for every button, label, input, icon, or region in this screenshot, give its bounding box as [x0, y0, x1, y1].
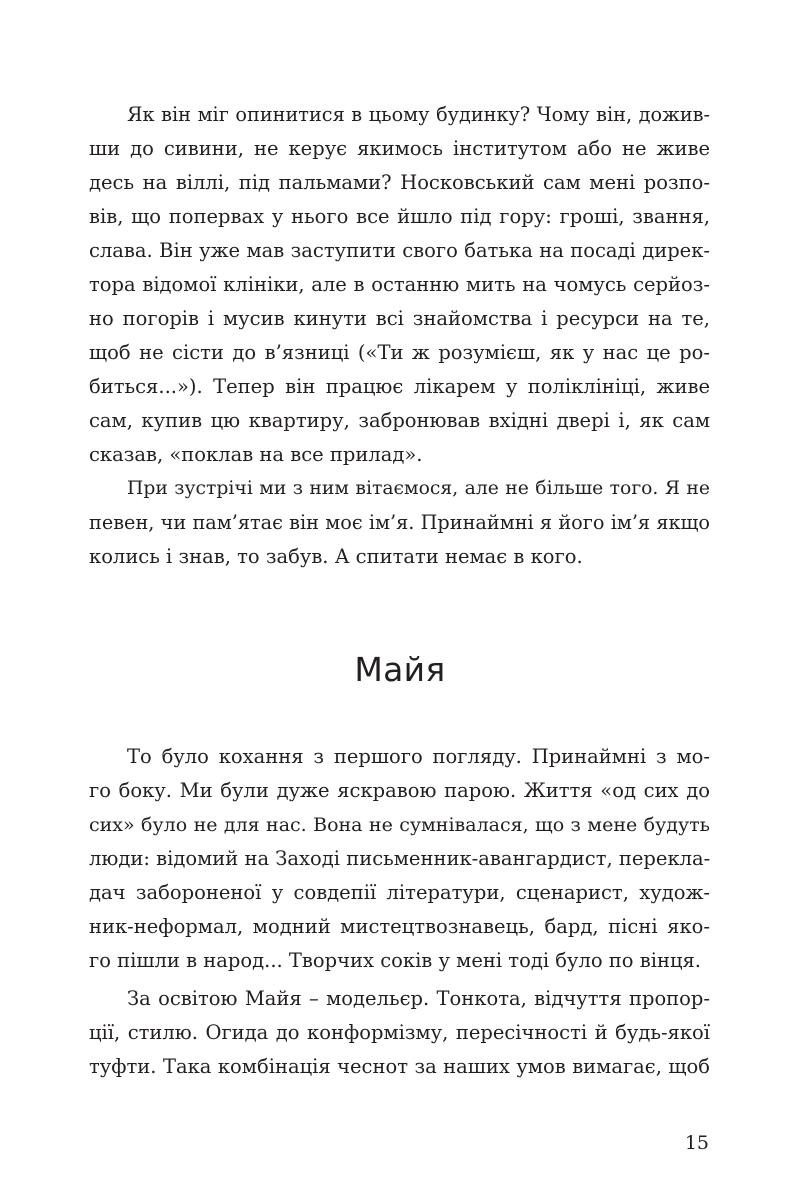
- text-line: сам, купив цю квартиру, забронював вхідні двері і, як сам: [89, 409, 710, 432]
- text-line: ник-неформал, модний мистецтвознавець, бард, пісні яко-: [89, 915, 710, 938]
- text-line: люди: відомий на Заході письменник-авангардист, перекла-: [89, 847, 711, 870]
- chapter-title: Майя: [354, 650, 446, 689]
- text-line: Як він міг опинитися в цьому будинку? Чому він, дожив-: [127, 103, 710, 126]
- text-line: За освітою Майя – модельєр. Тонкота, відчуття пропор-: [127, 987, 710, 1010]
- text-line: сказав, «поклав на все прилад».: [89, 443, 423, 466]
- text-line: биться...»). Тепер він працює лікарем у поліклініці, живе: [89, 375, 710, 398]
- text-line: вів, що поперваx у нього все йшло під гору: гроші, звання,: [89, 205, 710, 228]
- text-line: То було кохання з першого погляду. Принаймні з мо-: [127, 745, 710, 768]
- text-line: колись і знав, то забув. А спитати немає в кого.: [89, 545, 583, 568]
- text-line: При зустрічі ми з ним вітаємося, але не більше того. Я не: [127, 478, 710, 499]
- text-line: певен, чи пам’ятає він моє ім’я. Принаймні я його ім’я якщо: [89, 511, 710, 534]
- text-line: ції, стилю. Огида до конформізму, пересічності й будь-якої: [89, 1021, 710, 1044]
- text-line: тора відомої клініки, але в останню мить на чомусь серйоз-: [89, 273, 710, 296]
- text-line: го пішли в народ... Творчих соків у мені тоді було по вінця.: [89, 949, 701, 972]
- text-line: щоб не сісти до в’язниці («Ти ж розумієш, як у нас це ро-: [89, 341, 710, 364]
- text-line: го боку. Ми були дуже яскравою парою. Життя «од сих до: [89, 779, 710, 802]
- page-number: 15: [684, 1132, 709, 1154]
- text-line: дач забороненої у совдепії літератури, сценарист, худож-: [89, 881, 710, 904]
- text-line: сих» було не для нас. Вона не сумнівалася, що з мене будуть: [89, 814, 710, 836]
- text-line: ши до сивини, не керує якимось інститутом або не живе: [89, 137, 710, 160]
- text-line: туфти. Така комбінація чеснот за наших умов вимагає, щоб: [89, 1055, 710, 1078]
- text-line: десь на віллі, під пальмами? Носковський сам мені розпо-: [89, 171, 710, 194]
- text-line: слава. Він уже мав заступити свого батька на посаді дирек-: [89, 239, 710, 262]
- text-line: но погорів і мусив кинути всі знайомства і ресурси на те,: [89, 307, 710, 330]
